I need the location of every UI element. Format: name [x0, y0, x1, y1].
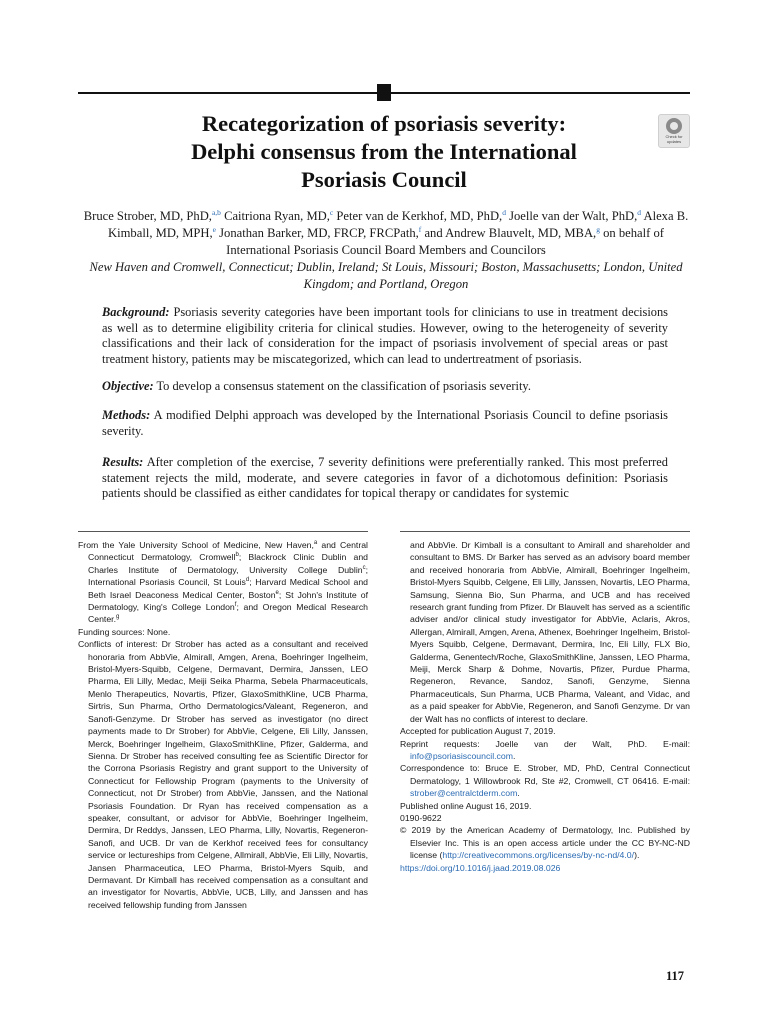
accepted-note: Accepted for publication August 7, 2019. — [400, 726, 556, 737]
title-line-2: Delphi consensus from the International — [191, 139, 577, 164]
author-affil-sup: g — [596, 225, 600, 234]
article-title — [120, 110, 648, 194]
author-group: on behalf of International Psoriasis Council Board Members and Councilors — [226, 226, 664, 257]
footnote-rule — [400, 531, 690, 532]
author: Peter van de Kerkhof, MD, PhD, — [336, 209, 503, 223]
funding-note: Funding sources: None. — [78, 626, 171, 637]
abstract-heading: Background: — [102, 305, 170, 319]
author: Caitriona Ryan, MD, — [224, 209, 330, 223]
published-note: Published online August 16, 2019. — [400, 800, 532, 811]
author-affil-sup: d — [637, 208, 642, 217]
footnote-rule — [78, 531, 368, 532]
abstract-results — [102, 455, 668, 502]
check-for-updates-badge[interactable] — [658, 114, 690, 148]
author: Jonathan Barker, MD, FRCP, FRCPath, — [219, 226, 419, 240]
conflicts-note: Conflicts of interest: Dr Strober has acted as a consultant and received honoraria from AbbVie, Almirall, Amgen, Arena, Boehringer Ingelheim, Bristol-Myers-Squibb, Celgene, Dermavant, Dermira, Janssen, LEO Pharma, Eli Lilly, Medac, Meiji Seika Pharma, Sebela Pharmaceuticals, Menlo Therapeutics, Novartis, Pfizer, GlaxoSmithKline, UCB Pharma, Sirtris, Sun Pharma, Ortho Dermatologics/Valeant, Regeneron, and Sanofi-Genzyme. Dr Strober has served as investigator (no direct payments made to Dr Strober) for AbbVie, Celgene, Eli Lilly, Janssen, Merck, Boehringer Ingelheim, GlaxoSmithKline, Pfizer, Galderma, and Sienna. Dr Strober has received consulting fee as Scientific Director for the Corrona Psoriasis Registry and grant support to the University of Connecticut for Fellowship Program (payments to the University of Connecticut, not Dr Strober) from AbbVie, Janssen, and the National Psoriasis Foundation. Dr Ryan has received compensation as a speaker, consultant, or advisor for AbbVie, Boehringer Ingelheim, Dermira, Dr Reddys, Janssen, LEO Pharma, Lilly, Novartis, Regeneron-Sanofi, and UCB. Dr van de Kerkhof received fees for consultancy service or lectureships from Celgene, Allmirall, AbbVie, Eli Lilly, Novartis, Jansen Pharmaceutica, LEO Pharma, Bristol-Myers Squib, and Dermavant. Dr Kimball has received compensation as a consultant and an investigator for Novartis, AbbVie, UCB, Lilly, and Janssen and has received fellowship funding from Janssen — [78, 639, 368, 910]
author: Bruce Strober, MD, PhD, — [83, 209, 212, 223]
abstract-heading: Results: — [102, 455, 144, 469]
issn: 0190-9622 — [400, 812, 442, 823]
abstract-methods — [102, 408, 668, 439]
page-number: 117 — [666, 969, 685, 983]
author: and Andrew Blauvelt, MD, MBA, — [424, 226, 597, 240]
title-line-1: Recategorization of psoriasis severity: — [201, 111, 567, 136]
author-affil-sup: d — [502, 208, 506, 217]
abstract-text: Psoriasis severity categories have been important tools for clinicians to use in treatment decisions as well as to determine eligibility criteria for clinical studies. However, owing to the heterogeneity of severity classifications and their lack of consideration for the impact of psoriasis involvement of special areas or past treatment history, patients may be miscategorized, which can lead to undertreatment of psoriasis. — [102, 305, 668, 366]
title-line-3: Psoriasis Council — [301, 167, 467, 192]
reprint-note: Reprint requests: Joelle van der Walt, PhD. E-mail: info@psoriasiscouncil.com. — [400, 738, 690, 761]
doi-link[interactable]: https://doi.org/10.1016/j.jaad.2019.08.026 — [400, 862, 561, 873]
reprint-email-link[interactable]: info@psoriasiscouncil.com — [410, 750, 513, 761]
abstract-background — [102, 305, 668, 367]
copyright-note: © 2019 by the American Academy of Dermatology, Inc. Published by Elsevier Inc. This is an open access article under the CC BY-NC-ND license (http://creativecommons.org/licenses/by-nc-nd/4.0/). — [400, 825, 690, 861]
author: Joelle van der Walt, PhD, — [509, 209, 638, 223]
footnotes-left-column — [78, 539, 368, 911]
header-marker — [377, 84, 391, 101]
author-affil-sup: e — [212, 225, 216, 234]
doi-note — [400, 862, 690, 874]
license-link[interactable]: http://creativecommons.org/licenses/by-nc-nd/4.0/ — [442, 850, 635, 861]
correspondence-email-link[interactable]: strober@centralctderm.com — [410, 788, 518, 799]
author-locations: New Haven and Cromwell, Connecticut; Dublin, Ireland; St Louis, Missouri; Boston, Massachusetts; London, United Kingdom; and Portland, Oregon — [89, 260, 683, 291]
abstract-text: After completion of the exercise, 7 severity definitions were preferentially ranked. This most preferred statement rejects the mild, moderate, and severe categories in favor of a dichotomous definition: Psoriasis patients should be classified as either candidates for topical therapy or candidates for systemic — [102, 455, 668, 500]
check-for-updates-label: Check for updates — [665, 134, 683, 144]
abstract-heading: Methods: — [102, 408, 151, 422]
affiliations-note: From the Yale University School of Medicine, New Haven,$^a$ and Central Connecticut Dermatology, Cromwell$^b$; Blackrock Clinic Dublin and Charles Institute of Dermatology, University College Dublin$^c$; International Psoriasis Council, St Louis$^d$; Harvard Medical School and Beth Israel Deaconess Medical Center, Boston$^e$; St John's Institute of Dermatology, King's College London$^f$; and Oregon Medical Research Center.$^g$ — [78, 540, 369, 625]
abstract-objective — [102, 379, 668, 395]
author-affil-sup: f — [418, 225, 422, 234]
correspondence-note: Correspondence to: Bruce E. Strober, MD, PhD, Central Connecticut Dermatology, 1 Willowbrook Rd, Ste #2, Cromwell, CT 06416. E-mail: strober@centralctderm.com. — [400, 763, 690, 799]
author-affil-sup: a,b — [211, 208, 221, 217]
conflicts-note-continued: and AbbVie. Dr Kimball is a consultant to Amirall and shareholder and consultant to BMS. Dr Barker has served as an advisory board member and received honoraria from AbbVie, Almirall, Boehringer Ingelheim, Bristol-Myers Squibb, Celgene, Eli Lilly, Janssen, Novartis, LEO Pharma, Samsung, Sienna Bio, Sun Pharma, and UCB and has received research grant funding from Pfizer. Dr Blauvelt has served as a scientific adviser and/or clinical study investigator for AbbVie, Aclaris, Akros, Allergan, Almirall, Amgen, Arena, Athenex, Boehringer Ingelheim, Bristol-Myers Squibb, Celgene, Dermavant, Dermira, Inc, Eli Lilly, FLX Bio, Galderma, Genentech/Roche, GlaxoSmithKline, Janssen, LEO Pharma, Meiji, Merck Sharp & Dohme, Novartis, Pfizer, Purdue Pharma, Regeneron, Revance, Sandoz, Sanofi, Genzyme, Sienna Pharmaceuticals, Sun Pharma, UCB Pharma, Valeant, and Vidac, and as a paid speaker for AbbVie, Regeneron, and Sanofi Genzyme. Dr van der Walt has no conflicts of interest to declare. — [410, 540, 690, 724]
abstract-text: A modified Delphi approach was developed by the International Psoriasis Council to define psoriasis severity. — [102, 408, 668, 438]
abstract-heading: Objective: — [102, 379, 154, 393]
crossmark-icon — [666, 118, 682, 134]
abstract-text: To develop a consensus statement on the classification of psoriasis severity. — [156, 379, 531, 393]
author-affil-sup: c — [329, 208, 334, 217]
footnotes-right-column — [400, 539, 690, 874]
author-list — [80, 208, 692, 259]
author: Alexa B. Kimball, MD, MPH, — [108, 209, 689, 240]
